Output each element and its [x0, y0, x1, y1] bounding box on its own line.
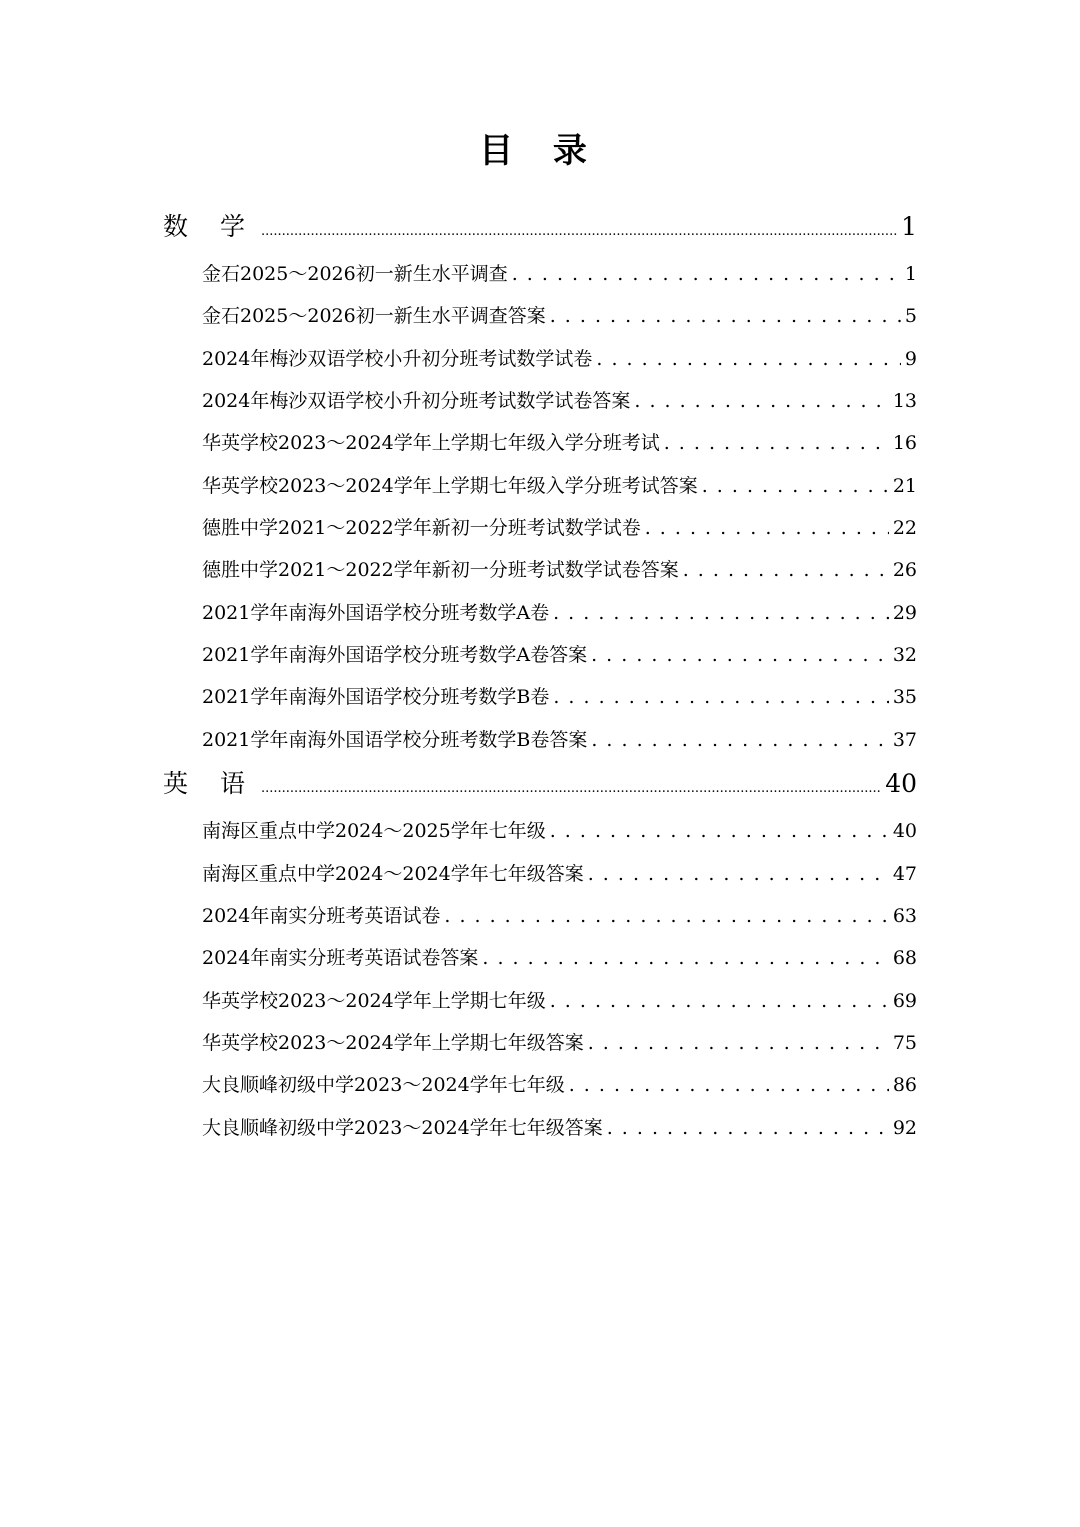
dot-leader: [588, 1026, 889, 1060]
entry-page-number: 86: [892, 1074, 917, 1096]
dot-leader: [261, 764, 881, 804]
entry-title: 2024年梅沙双语学校小升初分班考试数学试卷: [202, 348, 593, 370]
entry-title: 2021学年南海外国语学校分班考数学A卷: [202, 602, 550, 624]
toc-entry[interactable]: [202, 342, 917, 376]
entry-page-number: 69: [892, 990, 917, 1012]
dot-leader: [645, 511, 889, 545]
toc-entry[interactable]: [202, 596, 917, 630]
entry-page-number: 32: [892, 644, 917, 666]
entry-page-number: 40: [892, 820, 917, 842]
toc-entry[interactable]: [202, 1068, 917, 1102]
entry-title: 大良顺峰初级中学2023～2024学年七年级答案: [202, 1117, 603, 1139]
entry-page-number: 13: [892, 390, 917, 412]
dot-leader: [588, 857, 889, 891]
toc-entry[interactable]: [202, 638, 917, 672]
dot-leader: [591, 638, 889, 672]
toc-entry[interactable]: [202, 511, 917, 545]
entry-page-number: 35: [892, 686, 917, 708]
toc-entry[interactable]: [202, 426, 917, 460]
dot-leader: [550, 984, 889, 1018]
toc-entry[interactable]: [202, 384, 917, 418]
dot-leader: [550, 299, 901, 333]
entry-page-number: 29: [892, 602, 917, 624]
entry-title: 2021学年南海外国语学校分班考数学A卷答案: [202, 644, 588, 666]
entry-title: 2024年南实分班考英语试卷答案: [202, 947, 479, 969]
toc-entry[interactable]: [202, 984, 917, 1018]
toc-entry[interactable]: [202, 680, 917, 714]
dot-leader: [553, 596, 889, 630]
entry-page-number: 1: [904, 263, 917, 285]
entry-title: 华英学校2023～2024学年上学期七年级答案: [202, 1032, 584, 1054]
toc-entry[interactable]: [202, 857, 917, 891]
dot-leader: [591, 723, 888, 757]
toc-entry[interactable]: [202, 1026, 917, 1060]
entry-title: 南海区重点中学2024～2024学年七年级答案: [202, 863, 584, 885]
toc-entry[interactable]: [202, 257, 917, 291]
dot-leader: [512, 257, 901, 291]
dot-leader: [664, 426, 889, 460]
dot-leader: [261, 207, 897, 247]
entry-title: 德胜中学2021～2022学年新初一分班考试数学试卷: [202, 517, 641, 539]
dot-leader: [596, 342, 901, 376]
entry-title: 南海区重点中学2024～2025学年七年级: [202, 820, 546, 842]
dot-leader: [550, 814, 889, 848]
entry-title: 德胜中学2021～2022学年新初一分班考试数学试卷答案: [202, 559, 679, 581]
entry-page-number: 22: [892, 517, 917, 539]
section-label: 数 学: [163, 212, 257, 241]
entry-page-number: 92: [892, 1117, 917, 1139]
entry-page-number: 75: [892, 1032, 917, 1054]
toc-entry[interactable]: [202, 899, 917, 933]
entry-page-number: 37: [892, 729, 917, 751]
section-page-number: 1: [901, 212, 917, 241]
dot-leader: [444, 899, 888, 933]
dot-leader: [683, 553, 889, 587]
entry-title: 大良顺峰初级中学2023～2024学年七年级: [202, 1074, 565, 1096]
entry-page-number: 16: [892, 432, 917, 454]
entry-title: 2021学年南海外国语学校分班考数学B卷: [202, 686, 550, 708]
dot-leader: [702, 469, 889, 503]
entry-title: 华英学校2023～2024学年上学期七年级入学分班考试答案: [202, 475, 698, 497]
dot-leader: [634, 384, 888, 418]
dot-leader: [569, 1068, 889, 1102]
toc-section-english[interactable]: [163, 764, 917, 804]
entry-title: 华英学校2023～2024学年上学期七年级: [202, 990, 546, 1012]
toc-entry[interactable]: [202, 723, 917, 757]
toc-entry[interactable]: [202, 553, 917, 587]
entry-title: 金石2025～2026初一新生水平调查: [202, 263, 508, 285]
entry-page-number: 47: [892, 863, 917, 885]
entry-title: 2021学年南海外国语学校分班考数学B卷答案: [202, 729, 588, 751]
entry-title: 华英学校2023～2024学年上学期七年级入学分班考试: [202, 432, 660, 454]
entry-page-number: 21: [892, 475, 917, 497]
toc-entry[interactable]: [202, 814, 917, 848]
toc-entry[interactable]: [202, 469, 917, 503]
toc-entry[interactable]: [202, 941, 917, 975]
dot-leader: [482, 941, 888, 975]
dot-leader: [607, 1111, 889, 1145]
page-title: 目 录: [479, 131, 601, 171]
entry-page-number: 5: [904, 305, 917, 327]
section-page-number: 40: [885, 769, 917, 798]
entry-page-number: 9: [904, 348, 917, 370]
dot-leader: [553, 680, 888, 714]
entry-page-number: 63: [892, 905, 917, 927]
toc-entry[interactable]: [202, 299, 917, 333]
entry-page-number: 26: [892, 559, 917, 581]
entry-title: 金石2025～2026初一新生水平调查答案: [202, 305, 546, 327]
toc-section-math[interactable]: [163, 207, 917, 247]
entry-page-number: 68: [892, 947, 917, 969]
toc-entry[interactable]: [202, 1111, 917, 1145]
entry-title: 2024年南实分班考英语试卷: [202, 905, 441, 927]
entry-title: 2024年梅沙双语学校小升初分班考试数学试卷答案: [202, 390, 631, 412]
section-label: 英 语: [163, 769, 257, 798]
